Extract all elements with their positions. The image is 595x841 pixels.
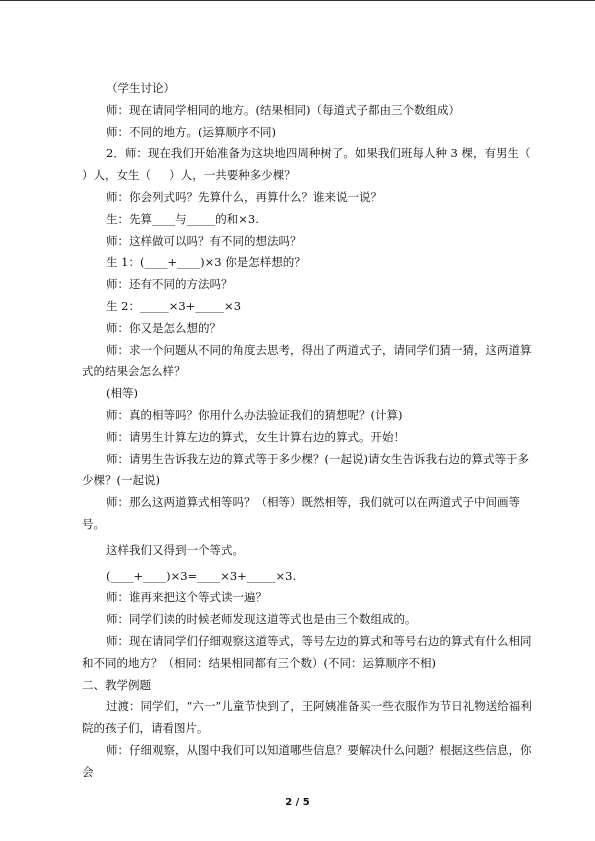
paragraph: 师：那么这两道算式相等吗？（相等）既然相等，我们就可以在两道式子中间画等号。 [82,495,520,531]
paragraph: 师：同学们读的时候老师发现这道等式也是由三个数组成的。 [106,612,417,627]
paragraph: 生：先算____与_____的和×3. [106,211,259,226]
document-body [82,78,549,784]
paragraph: 师：你会列式吗？先算什么，再算什么？谁来说一说？ [106,189,382,204]
paragraph: 过渡：同学们，“六一”儿童节快到了，王阿姨准备买一些衣服作为节日礼物送给福利院的孩子们，请看图片。 [82,699,532,736]
paragraph: 师：现在请同学们仔细观察这道等式，等号左边的算式和等号右边的算式有什么相同和不同的地方？（相同：结果相同都有三个数）(不同：运算顺序不相) [82,633,532,670]
paragraph: 师：请男生告诉我左边的算式等于多少棵？(一起说)请女生告诉我右边的算式等于多少棵？(一起说) [82,451,529,488]
equation: (____+____)×3=____×3+_____×3. [106,568,297,583]
page-number: 2 / 5 [285,797,310,808]
paragraph: 师：请男生计算左边的算式，女生计算右边的算式。开始！ [106,429,405,444]
paragraph: 师：还有不同的方法吗？ [106,277,233,292]
section-heading: 二、教学例题 [82,677,151,692]
paragraph: 这样我们又得到一个等式。 [106,542,244,557]
paragraph: （学生讨论） [106,81,175,95]
header-rule [0,0,595,1]
paragraph: 师：真的相等吗？你用什么办法验证我们的猜想呢？(计算) [106,407,403,422]
paragraph: 师：这样做可以吗？有不同的想法吗？ [106,233,302,248]
paragraph: 师：你又是怎么想的？ [106,320,221,335]
paragraph: 师：不同的地方。(运算顺序不同) [106,124,276,139]
paragraph: (相等) [106,386,138,401]
paragraph: 师：仔细观察，从图中我们可以知道哪些信息？要解决什么问题？根据这些信息，你会 [82,742,532,779]
paragraph: 师：谁再来把这个等式读一遍？ [106,590,267,605]
paragraph: 生 1：(____+____)×3 你是怎样想的？ [106,255,306,270]
paragraph: 生 2：_____×3+_____×3 [106,298,242,313]
paragraph: 2．师：现在我们开始准备为这块地四周种树了。如果我们班每人种 3 棵，有男生（ ）人，女生（ ）人，一共要种多少棵？ [82,146,549,183]
paragraph: 师：现在请同学相同的地方。(结果相同)（每道式子都由三个数组成） [106,102,460,117]
paragraph: 师：求一个问题从不同的角度去思考，得出了两道式子，请同学们猜一猜，这两道算式的结果会怎么样？ [82,342,532,379]
